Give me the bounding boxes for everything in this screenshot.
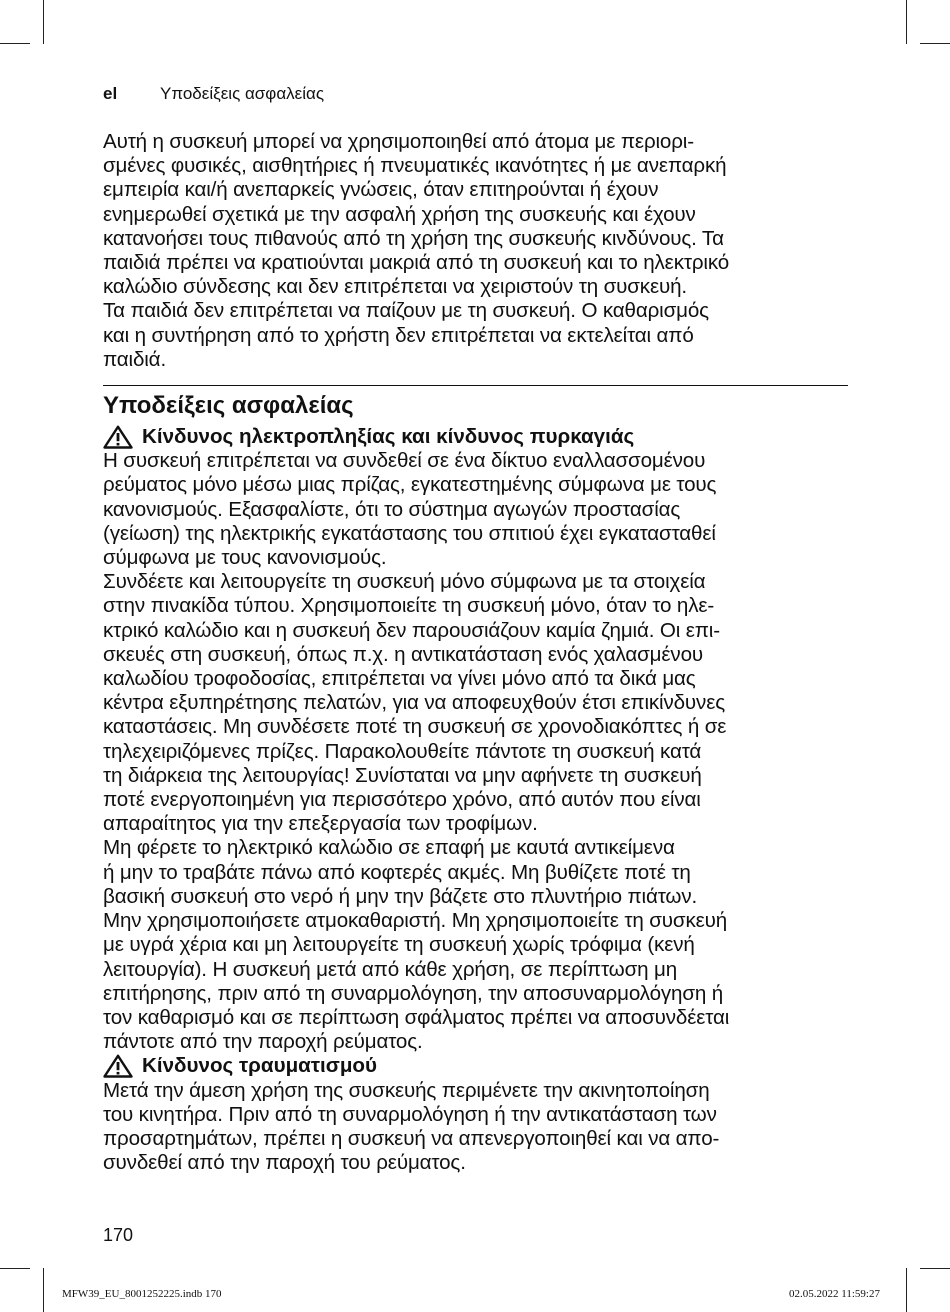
crop-mark-bottom-left-vertical <box>43 1268 44 1312</box>
text-line: τηλεχειριζόμενες πρίζες. Παρακολουθείτε πάντοτε τη συσκευή κατά <box>103 739 702 763</box>
text-line: πάντοτε από την παροχή ρεύματος. <box>103 1030 423 1054</box>
page-content <box>103 130 848 1175</box>
warning-heading-text: Κίνδυνος ηλεκτροπληξίας και κίνδυνος πυρκαγιάς <box>142 425 635 449</box>
text-line: επιτήρησης, πριν από τη συναρμολόγηση, την αποσυναρμολόγηση ή <box>103 981 724 1005</box>
text-line: παιδιά. <box>103 347 167 371</box>
text-line: σύμφωνα με τους κανονισμούς. <box>103 546 387 570</box>
section-title: Υποδείξεις ασφαλείας <box>103 392 354 420</box>
text-line: καταστάσεις. Μη συνδέσετε ποτέ τη συσκευή σε χρονοδιακόπτες ή σε <box>103 715 727 739</box>
crop-mark-top-left-horizontal <box>0 43 30 44</box>
page-number: 170 <box>103 1225 134 1245</box>
text-line: ποτέ ενεργοποιημένη για περισσότερο χρόνο, από αυτόν που είναι <box>103 788 701 812</box>
running-header <box>103 84 324 104</box>
text-line: λειτουργία). Η συσκευή μετά από κάθε χρήση, σε περίπτωση μη <box>103 957 678 981</box>
text-line: καλώδιο σύνδεσης και δεν επιτρέπεται να χειριστούν τη συσκευή. <box>103 275 687 299</box>
warning-heading-injury <box>103 1054 848 1078</box>
crop-mark-bottom-left-horizontal <box>0 1268 30 1269</box>
text-line: στην πινακίδα τύπου. Χρησιμοποιείτε τη συσκευή μόνο, όταν το ηλε- <box>103 594 715 618</box>
text-line: Αυτή η συσκευή μπορεί να χρησιμοποιηθεί από άτομα με περιορι- <box>103 130 694 153</box>
footer-timestamp: 02.05.2022 11:59:27 <box>789 1288 880 1300</box>
text-line: Συνδέετε και λειτουργείτε τη συσκευή μόνο σύμφωνα με τα στοιχεία <box>103 570 706 594</box>
text-line: παιδιά πρέπει να κρατιούνται μακριά από τη συσκευή και το ηλεκτρικό <box>103 251 730 275</box>
text-line: Τα παιδιά δεν επιτρέπεται να παίζουν με τη συσκευή. Ο καθαρισμός <box>103 299 709 323</box>
intro-paragraph <box>103 130 848 372</box>
text-line: κτρικό καλώδιο και η συσκευή δεν παρουσιάζουν καμία ζημιά. Οι επι- <box>103 618 720 642</box>
crop-mark-bottom-right-vertical <box>906 1268 907 1312</box>
text-line: προσαρτημάτων, πρέπει η συσκευή να απενεργοποιηθεί και να απο- <box>103 1126 720 1150</box>
text-line: κέντρα εξυπηρέτησης πελατών, για να αποφευχθούν έτσι επικίνδυνες <box>103 691 725 715</box>
warning-injury-body <box>103 1079 848 1176</box>
text-line: Η συσκευή επιτρέπεται να συνδεθεί σε ένα δίκτυο εναλλασσομένου <box>103 449 706 473</box>
section-divider <box>103 385 848 386</box>
text-line: τη διάρκεια της λειτουργίας! Συνίσταται να μην αφήνετε τη συσκευή <box>103 763 702 787</box>
text-line: με υγρά χέρια και μη λειτουργείτε τη συσκευή χωρίς τρόφιμα (κενή <box>103 933 695 957</box>
text-line: Μην χρησιμοποιήσετε ατμοκαθαριστή. Μη χρησιμοποιείτε τη συσκευή <box>103 909 728 933</box>
warning-electric-fire-body <box>103 449 848 1054</box>
warning-heading-electric-fire <box>103 425 848 449</box>
crop-mark-top-left-vertical <box>43 0 44 44</box>
warning-triangle-icon <box>103 425 133 449</box>
language-code: el <box>103 84 118 103</box>
text-line: ενημερωθεί σχετικά με την ασφαλή χρήση της συσκευής και έχουν <box>103 202 696 226</box>
text-line: του κινητήρα. Πριν από τη συναρμολόγηση ή την αντικατάσταση των <box>103 1102 717 1126</box>
text-line: τον καθαρισμό και σε περίπτωση σφάλματος πρέπει να αποσυνδέεται <box>103 1005 730 1029</box>
text-line: ή μην το τραβάτε πάνω από κοφτερές ακμές. Μη βυθίζετε ποτέ τη <box>103 860 691 884</box>
text-line: Μη φέρετε το ηλεκτρικό καλώδιο σε επαφή με καυτά αντικείμενα <box>103 836 675 860</box>
text-line: σμένες φυσικές, αισθητήριες ή πνευματικές ικανότητες ή με ανεπαρκή <box>103 154 727 178</box>
footer-file-info: MFW39_EU_8001252225.indb 170 <box>62 1288 222 1300</box>
text-line: συνδεθεί από την παροχή του ρεύματος. <box>103 1151 466 1175</box>
text-line: απαραίτητος για την επεξεργασία των τροφίμων. <box>103 812 538 836</box>
text-line: σκευές στη συσκευή, όπως π.χ. η αντικατάσταση ενός χαλασμένου <box>103 642 703 666</box>
text-line: και η συντήρηση από το χρήστη δεν επιτρέπεται να εκτελείται από <box>103 323 694 347</box>
warning-triangle-icon <box>103 1054 133 1078</box>
text-line: εμπειρία και/ή ανεπαρκείς γνώσεις, όταν επιτηρούνται ή έχουν <box>103 178 659 202</box>
text-line: κατανοήσει τους πιθανούς από τη χρήση της συσκευής κινδύνους. Τα <box>103 226 724 250</box>
crop-mark-top-right-vertical <box>906 0 907 44</box>
text-line: βασική συσκευή στο νερό ή μην την βάζετε στο πλυντήριο πιάτων. <box>103 884 698 908</box>
crop-mark-top-right-horizontal <box>920 43 950 44</box>
text-line: (γείωση) της ηλεκτρικής εγκατάστασης του σπιτιού έχει εγκατασταθεί <box>103 521 716 545</box>
text-line: Μετά την άμεση χρήση της συσκευής περιμένετε την ακινητοποίηση <box>103 1078 710 1102</box>
text-line: ρεύματος μόνο μέσω μιας πρίζας, εγκατεστημένης σύμφωνα με τους <box>103 473 717 497</box>
crop-mark-bottom-right-horizontal <box>920 1268 950 1269</box>
text-line: κανονισμούς. Εξασφαλίστε, ότι το σύστημα αγωγών προστασίας <box>103 497 681 521</box>
text-line: καλωδίου τροφοδοσίας, επιτρέπεται να γίνει μόνο από τα δικά μας <box>103 667 696 691</box>
header-section-title: Υποδείξεις ασφαλείας <box>160 84 325 103</box>
warning-heading-text: Κίνδυνος τραυματισμού <box>142 1054 377 1078</box>
